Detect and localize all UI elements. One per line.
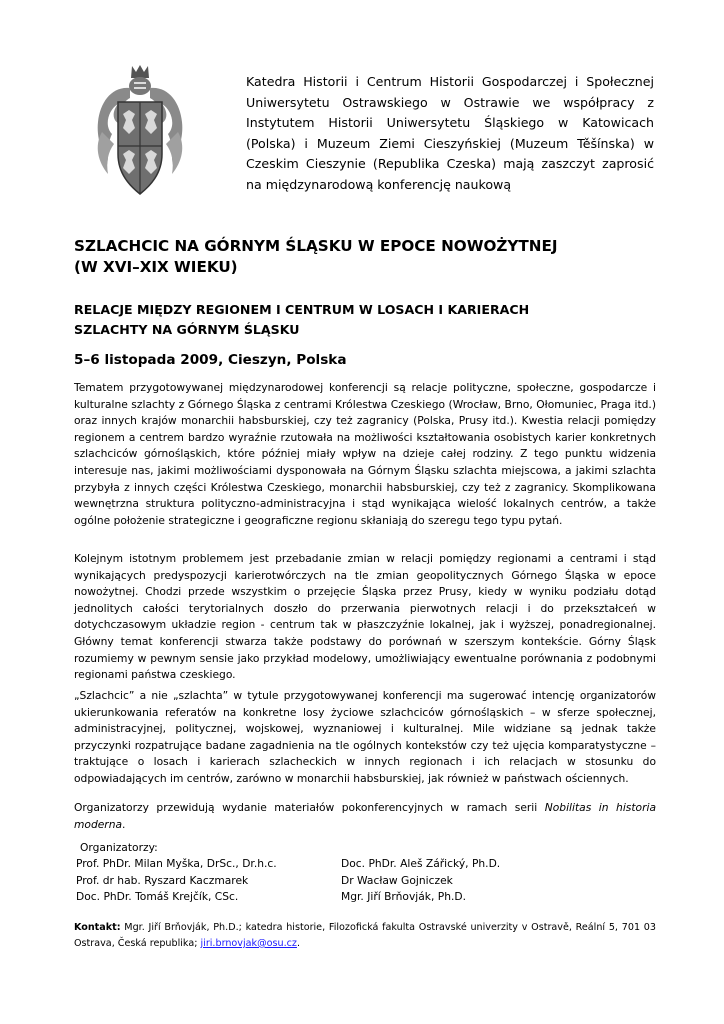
paragraph-publication [74, 800, 656, 833]
subtitle-line: SZLACHTY NA GÓRNYM ŚLĄSKU [74, 322, 300, 337]
organizer-name: Doc. PhDr. Tomáš Krejčík, CSc. [76, 890, 239, 904]
contact-email-link[interactable]: jiri.brnovjak@osu.cz [200, 937, 297, 949]
publication-text: Organizatorzy przewidują wydanie materiałów pokonferencyjnych w ramach serii [74, 801, 545, 814]
organizer-name: Prof. PhDr. Milan Myška, DrSc., Dr.h.c. [76, 857, 277, 870]
contact-address: Mgr. Jiří Brňovják, Ph.D.; katedra historie, Filozofická fakulta Ostravské univerzity v Ostravě, Reální 5, 701 03 Ostrava, Česká republika; [74, 922, 656, 949]
organizer-name: Dr Wacław Gojniczek [341, 873, 453, 887]
conference-title [74, 236, 664, 278]
paragraph-changes: Kolejnym istotnym problemem jest przebadanie zmian w relacji pomiędzy regionami a centrami i stąd wynikających predyspozycji karierotwórczych na tle zmian geopolitycznych Górnego Śląska w epoce nowożytnej. Chodzi przede wszystkim o przejęcie Śląska przez Prusy, kiedy w wyniku podziału dotąd jednolitych całości terytorialnych doszło do przerwania pierwotnych relacji i do przekształceń w dotychczasowym układzie region - centrum tak w płaszczyźnie lokalnej, jak i wyższej, ponadregionalnej. Główny temat konferencji stwarza także podstawy do porównań w szerszym kontekście. Górny Śląsk rozumiemy w pewnym sensie jako przykład modelowy, umożliwiający ewentualne porównania z podobnymi regionami państwa czeskiego. [74, 552, 656, 682]
organizers-right-column [341, 856, 500, 906]
contact-end: . [296, 937, 301, 949]
conference-subtitle [74, 300, 664, 340]
organizers-label: Organizatorzy: [80, 841, 158, 854]
date-and-place: 5–6 listopada 2009, Cieszyn, Polska [74, 352, 347, 368]
publication-end: . [122, 817, 126, 831]
invitation-intro: Katedra Historii i Centrum Historii Gospodarczej i Społecznej Uniwersytetu Ostrawskiego w Ostrawie we współpracy z Instytutem Historii Uniwersytetu Śląskiego w Katowicach (Polska) i Muzeum Ziemi Cieszyńskiej (Muzeum Těšínska) w Czeskim Cieszynie (Republika Czeska) mają zaszczyt zaprosić na międzynarodową konferencję naukową [246, 74, 654, 192]
series-name: Nobilitas in historia moderna [74, 801, 657, 831]
coat-of-arms-icon [92, 62, 188, 202]
contact-info [74, 920, 656, 952]
organizer-name: Doc. PhDr. Aleš Zářický, Ph.D. [341, 857, 501, 870]
subtitle-line: RELACJE MIĘDZY REGIONEM I CENTRUM W LOSACH I KARIERACH [74, 302, 530, 317]
organizer-name: Prof. dr hab. Ryszard Kaczmarek [76, 873, 249, 887]
organizers-left-column [76, 856, 277, 906]
organizer-name: Mgr. Jiří Brňovják, Ph.D. [341, 890, 467, 904]
contact-label: Kontakt: [74, 922, 121, 933]
paragraph-title-explanation: „Szlachcic” a nie „szlachta” w tytule przygotowywanej konferencji ma sugerować intencję organizatorów ukierunkowania referatów na konkretne losy życiowe szlachciców górnośląskich – w sferze społecznej, administracyjnej, politycznej, wojskowej, wyznaniowej i kulturalnej. Mile widziane są jednak także przyczynki rozpatrujące badane zagadnienia na tle ogólnych kontekstów czy też ujęcia komparatystyczne – traktujące o losach i karierach szlacheckich w innych regionach i ich relacjach w stosunku do odpowiadających im centrów, zarówno w monarchii habsburskiej, jak również w państwach ościennych. [74, 689, 656, 785]
title-line: SZLACHCIC NA GÓRNYM ŚLĄSKU W EPOCE NOWOŻYTNEJ [74, 237, 558, 255]
paragraph-topic: Tematem przygotowywanej międzynarodowej konferencji są relacje polityczne, społeczne, gospodarcze i kulturalne szlachty z Górnego Śląska z centrami Królestwa Czeskiego (Wrocław, Brno, Ołomuniec, Praga itd.) oraz innych krajów monarchii habsburskiej, czy też zagranicy (Polska, Prusy itd.). Kwestia relacji pomiędzy regionem a centrem bardzo wyraźnie rzutowała na możliwości kształtowania osobistych karier konkretnych szlachciców górnośląskich, które później miały wpływ na dzieje całej rodziny. Z tego punktu widzenia interesuje nas, jakimi możliwościami dysponowała na Górnym Śląsku szlachta miejscowa, a jakimi szlachta przybyła z innych części Królestwa Czeskiego, monarchii habsburskiej, czy też z zagranicy. Skomplikowana wewnętrzna struktura polityczno-administracyjna i stąd wynikająca wielość lokalnych centrów, a także ogólne położenie strategiczne i geograficzne regionu skłaniają do szeregu tego typu pytań. [74, 381, 656, 527]
title-line: (W XVI–XIX WIEKU) [74, 258, 238, 276]
